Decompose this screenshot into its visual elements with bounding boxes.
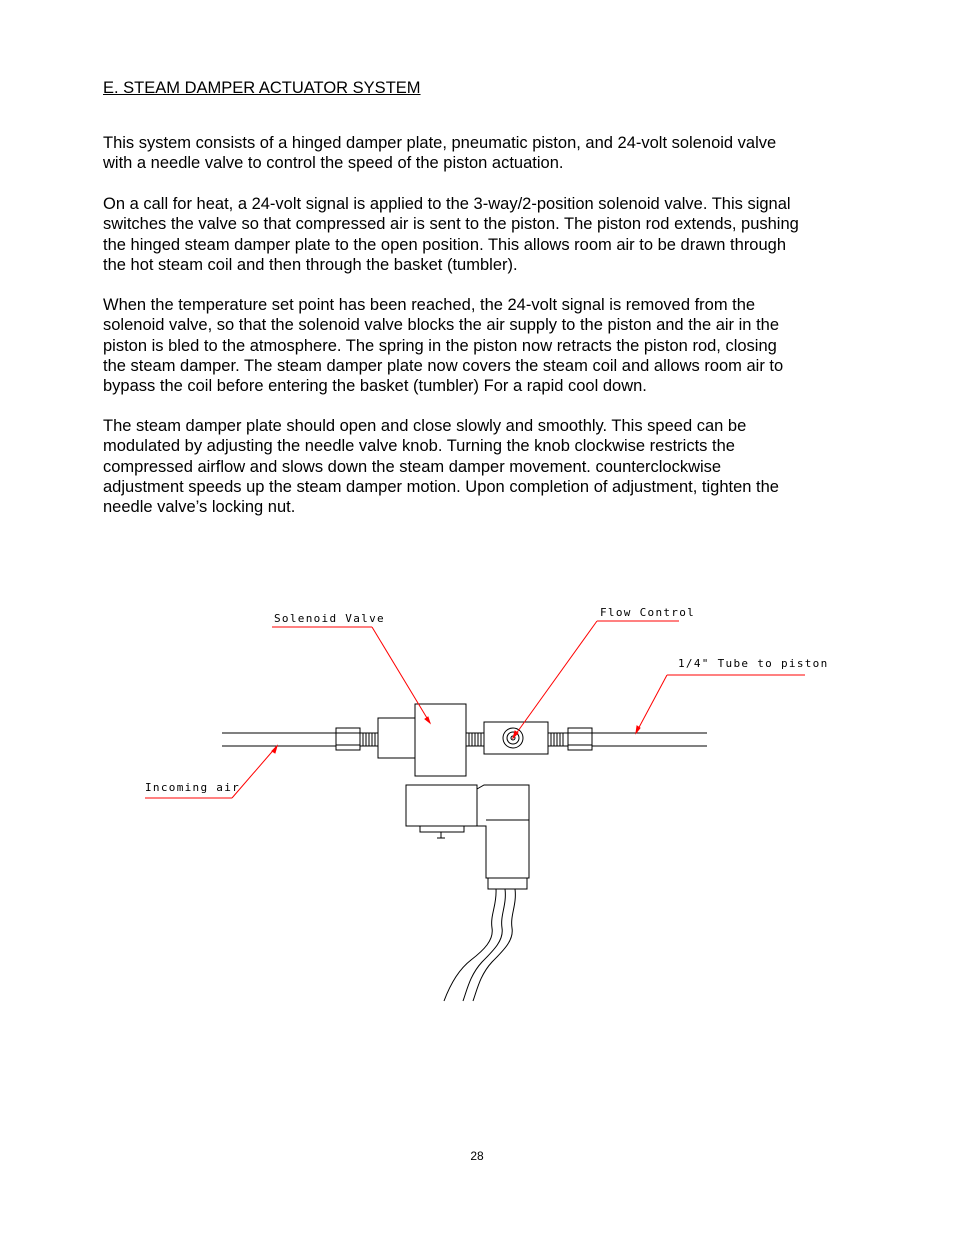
leader-tube-to-piston [636, 675, 805, 733]
wire-leads [444, 889, 515, 1001]
solenoid-valve-body [378, 704, 466, 776]
leader-solenoid-valve [272, 627, 430, 723]
text-line: switches the valve so that compressed air is sent to the piston. The piston rod extends, pushing [103, 215, 799, 234]
text-line: This system consists of a hinged damper plate, pneumatic piston, and 24-volt solenoid valve [103, 134, 777, 152]
page-number: 28 [470, 1149, 484, 1163]
text-line: piston is bled to the atmosphere. The spring in the piston now retracts the piston rod, closing [103, 336, 777, 355]
label-incoming-air: Incoming air [145, 781, 241, 794]
text-line: with a needle valve to control the speed of the piston actuation. [103, 154, 564, 173]
text-line: the steam damper. The steam damper plate now covers the steam coil and allows room air to [103, 356, 784, 375]
text-line: solenoid valve, so that the solenoid valve blocks the air supply to the piston and the air in the [103, 316, 780, 335]
label-solenoid-valve: Solenoid Valve [274, 612, 385, 625]
left-fitting [336, 728, 360, 750]
text-line: the hot steam coil and then through the basket (tumbler). [103, 255, 518, 274]
text-line: adjustment speeds up the steam damper motion. Upon completion of adjustment, tighten the [103, 477, 779, 496]
electrical-connector [477, 785, 529, 889]
text-line: When the temperature set point has been reached, the 24-volt signal is removed from the [103, 296, 756, 314]
incoming-air-tube [222, 733, 336, 746]
left-threads [360, 733, 378, 746]
text-line: compressed airflow and slows down the steam damper movement. counterclockwise [103, 457, 722, 476]
text-line: The steam damper plate should open and close slowly and smoothly. This speed can be [103, 417, 747, 435]
text-line: needle valve’s locking nut. [103, 498, 296, 517]
tube-to-piston [592, 733, 707, 746]
label-tube-to-piston: 1/4" Tube to piston [678, 657, 829, 670]
label-flow-control: Flow Control [600, 606, 696, 619]
text-line: On a call for heat, a 24-volt signal is applied to the 3-way/2-position solenoid valve. This signal [103, 195, 791, 213]
leader-flow-control [513, 621, 679, 738]
text-line: the hinged steam damper plate to the open position. This allows room air to be drawn through [103, 235, 787, 254]
text-line: bypass the coil before entering the basket (tumbler) For a rapid cool down. [103, 377, 647, 396]
right-fitting [568, 728, 592, 750]
flow-control-body [484, 722, 548, 754]
solenoid-coil [406, 785, 477, 838]
text-line: modulated by adjusting the needle valve knob. Turning the knob clockwise restricts the [103, 437, 735, 456]
middle-threads [466, 733, 484, 746]
section-heading: E. STEAM DAMPER ACTUATOR SYSTEM [103, 79, 421, 97]
right-threads [548, 733, 568, 746]
